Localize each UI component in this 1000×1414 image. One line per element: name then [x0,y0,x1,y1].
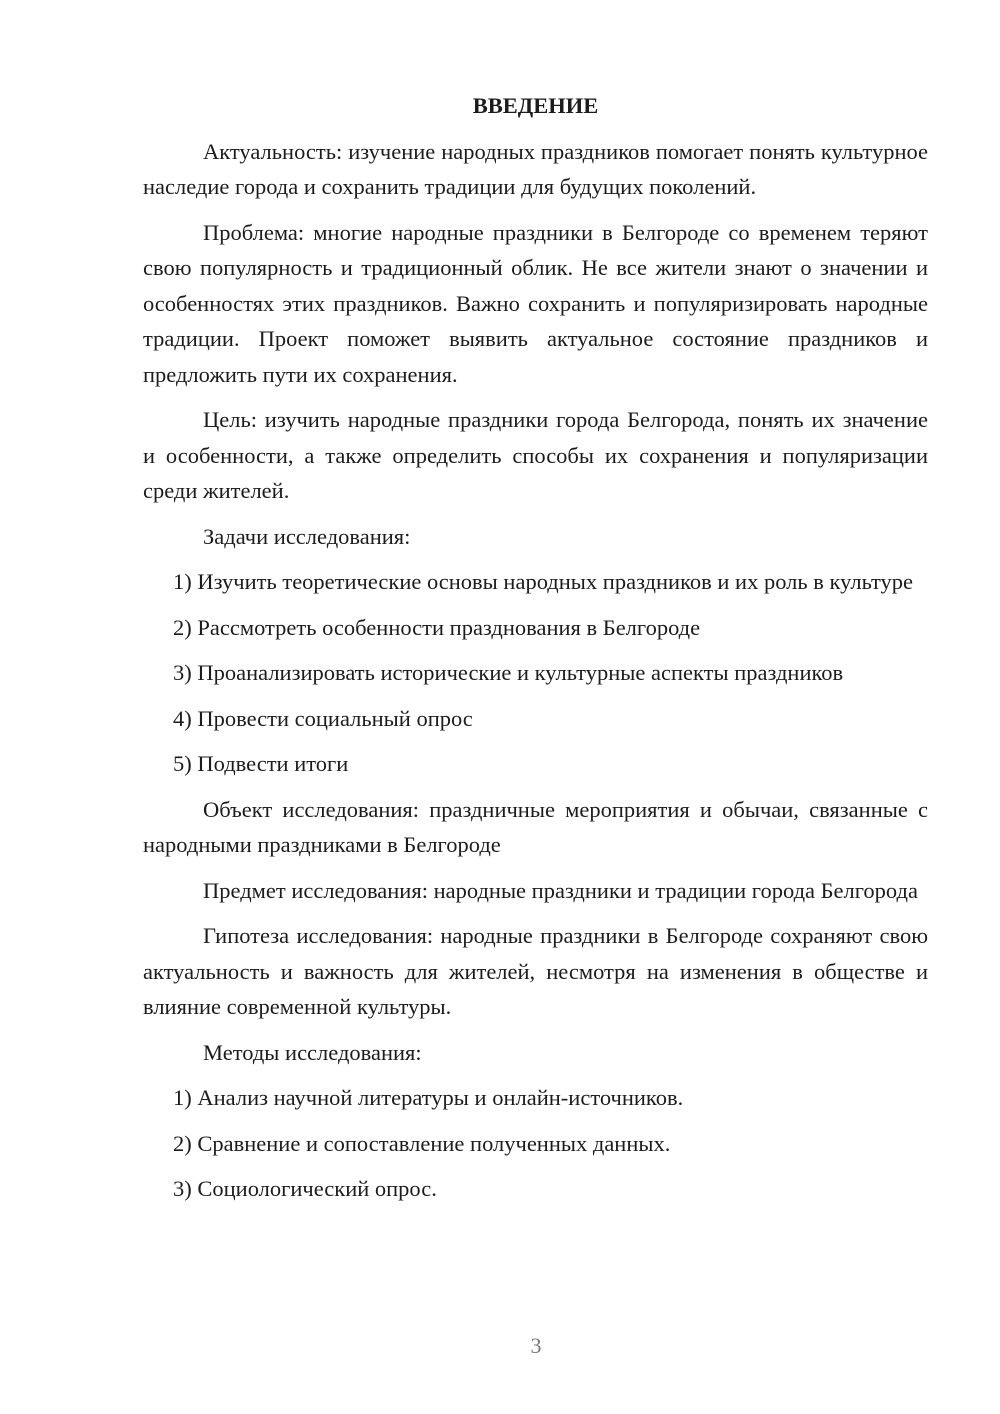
method-item: 1) Анализ научной литературы и онлайн-источников. [173,1085,684,1110]
problem-paragraph: Проблема: многие народные праздники в Белгороде со временем теряют свою популярность и традиционный облик. Не все жители знают о значении и особенностях этих праздников. Важно сохранить и популяризировать народные традиции. Проект поможет выявить актуальное состояние праздников и предложить пути их сохранения. [143,219,928,387]
relevance-paragraph: Актуальность: изучение народных праздников помогает понять культурное наследие города и сохранить традиции для будущих поколений. [143,138,928,199]
task-item: 3) Проанализировать исторические и культурные аспекты праздников [173,660,844,685]
method-item: 3) Социологический опрос. [173,1176,437,1201]
task-item: 4) Провести социальный опрос [173,705,473,731]
method-item: 2) Сравнение и сопоставление полученных данных. [173,1130,671,1156]
object-paragraph: Объект исследования: праздничные мероприятия и обычаи, связанные с народными праздниками в Белгороде [143,796,928,857]
task-item: 5) Подвести итоги [173,751,349,776]
task-item: 1) Изучить теоретические основы народных праздников и их роль в культуре [173,569,914,594]
page-title: ВВЕДЕНИЕ [472,93,599,118]
goal-paragraph: Цель: изучить народные праздники города Белгорода, понять их значение и особенности, а также определить способы их сохранения и популяризации среди жителей. [143,407,928,503]
document-page [143,88,928,1217]
tasks-heading: Задачи исследования: [203,523,411,549]
task-item: 2) Рассмотреть особенности празднования в Белгороде [173,614,701,640]
hypothesis-paragraph: Гипотеза исследования: народные праздники в Белгороде сохраняют свою актуальность и важность для жителей, несмотря на изменения в обществе и влияние современной культуры. [143,923,928,1019]
page-number: 3 [530,1333,542,1358]
subject-paragraph: Предмет исследования: народные праздники и традиции города Белгорода [203,877,918,903]
methods-heading: Методы исследования: [203,1039,422,1065]
